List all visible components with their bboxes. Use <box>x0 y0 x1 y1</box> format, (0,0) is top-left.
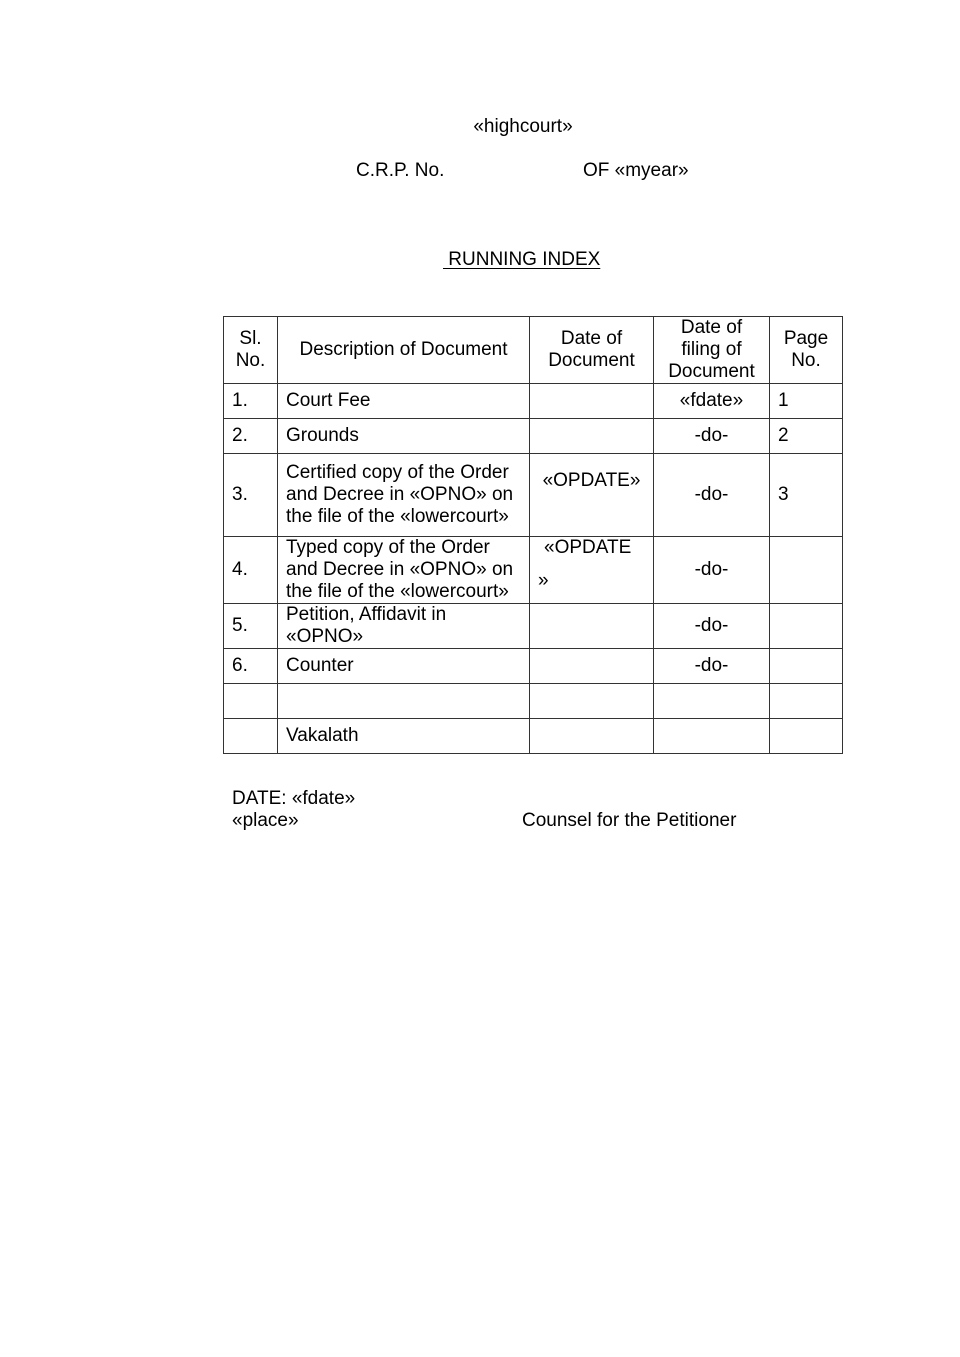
cell-page: 1 <box>770 384 843 419</box>
cell-page <box>770 537 843 604</box>
running-index-table <box>223 316 843 754</box>
cell-date-of-filing: «fdate» <box>654 384 770 419</box>
table-header-row <box>224 317 843 384</box>
cell-sl <box>224 719 278 754</box>
cell-description: Grounds <box>278 419 530 454</box>
footer-place: «place» <box>232 810 299 831</box>
footer-date: DATE: «fdate» <box>232 788 356 809</box>
cell-date-of-filing: -do- <box>654 454 770 537</box>
cell-date-of-filing: -do- <box>654 604 770 649</box>
cell-date-of-document <box>530 419 654 454</box>
cell-page <box>770 649 843 684</box>
cell-date-of-document <box>530 649 654 684</box>
cell-date-of-filing <box>654 684 770 719</box>
cell-date-of-document <box>530 384 654 419</box>
cell-date-of-filing <box>654 719 770 754</box>
cell-description: Court Fee <box>278 384 530 419</box>
table-row <box>224 419 843 454</box>
cell-date-of-filing: -do- <box>654 649 770 684</box>
table-row <box>224 684 843 719</box>
header-date-of-document: Date of Document <box>530 317 654 384</box>
cell-description: Typed copy of the Order and Decree in «OPNO» on the file of the «lowercourt» <box>278 537 530 604</box>
table-row <box>224 719 843 754</box>
counsel-signature-label: Counsel for the Petitioner <box>522 810 737 831</box>
cell-page <box>770 684 843 719</box>
header-page-no: Page No. <box>770 317 843 384</box>
cell-date-of-filing: -do- <box>654 419 770 454</box>
cell-date-of-document <box>530 604 654 649</box>
table-row <box>224 604 843 649</box>
cell-sl: 6. <box>224 649 278 684</box>
cell-description: Counter <box>278 649 530 684</box>
cell-date-of-filing: -do- <box>654 537 770 604</box>
cell-sl: 5. <box>224 604 278 649</box>
header-description: Description of Document <box>278 317 530 384</box>
cell-date-of-document <box>530 719 654 754</box>
cell-page <box>770 604 843 649</box>
cell-sl: 4. <box>224 537 278 604</box>
header-sl-no: Sl. No. <box>224 317 278 384</box>
cell-date-of-document: «OPDATE » <box>530 537 654 604</box>
cell-page: 3 <box>770 454 843 537</box>
cell-description: Certified copy of the Order and Decree in «OPNO» on the file of the «lowercourt» <box>278 454 530 537</box>
header-date-of-filing: Date of filing of Document <box>654 317 770 384</box>
cell-date-of-document: «OPDATE» <box>530 454 654 537</box>
table-row <box>224 454 843 537</box>
crp-number-label: C.R.P. No. <box>356 160 445 181</box>
table-row <box>224 537 843 604</box>
cell-sl: 1. <box>224 384 278 419</box>
court-name: «highcourt» <box>473 116 573 137</box>
page-title: RUNNING INDEX <box>443 249 601 270</box>
case-year: OF «myear» <box>583 160 689 181</box>
cell-page <box>770 719 843 754</box>
cell-page: 2 <box>770 419 843 454</box>
cell-date-of-document <box>530 684 654 719</box>
cell-description: Petition, Affidavit in «OPNO» <box>278 604 530 649</box>
cell-description <box>278 684 530 719</box>
cell-sl <box>224 684 278 719</box>
cell-sl: 2. <box>224 419 278 454</box>
table-row <box>224 384 843 419</box>
cell-sl: 3. <box>224 454 278 537</box>
cell-description: Vakalath <box>278 719 530 754</box>
table-row <box>224 649 843 684</box>
